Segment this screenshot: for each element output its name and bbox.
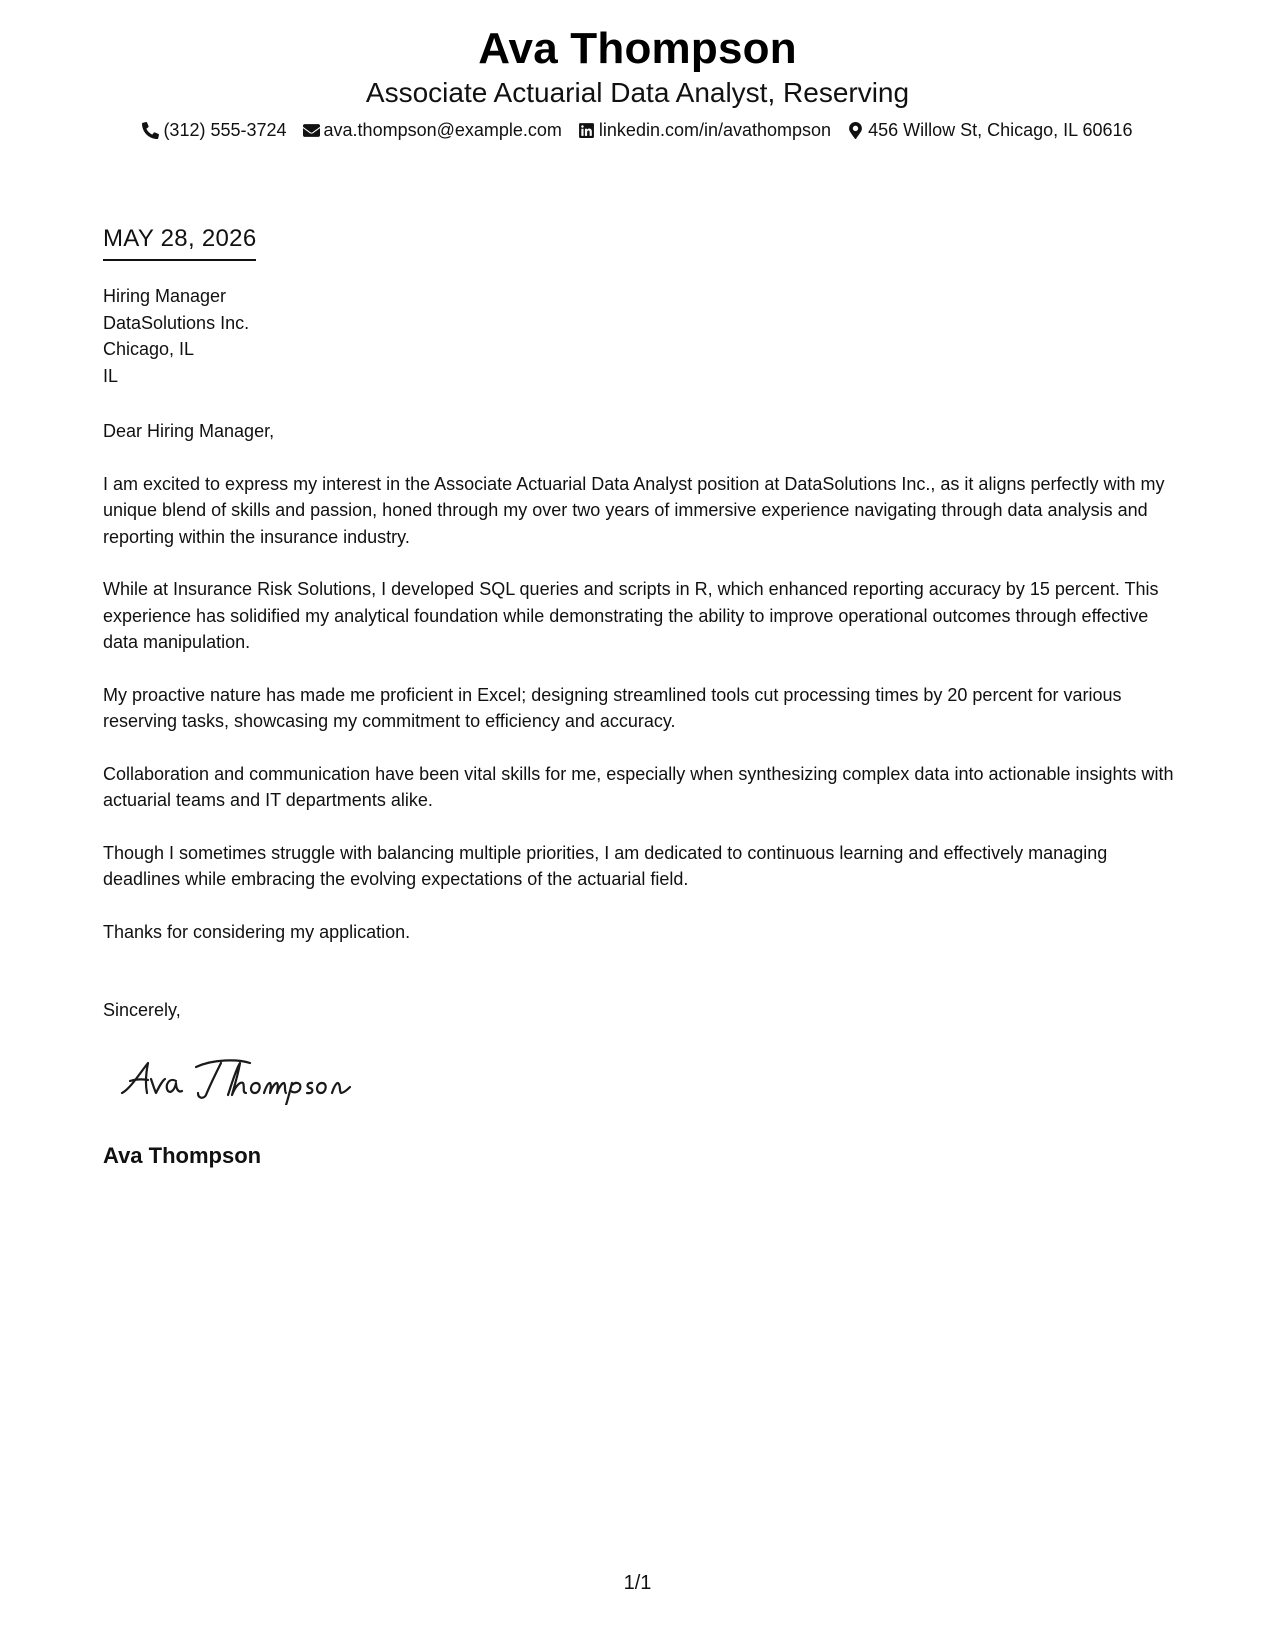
recipient-title: Hiring Manager — [103, 286, 227, 306]
contact-linkedin — [578, 118, 831, 142]
map-marker-icon — [847, 122, 864, 139]
linkedin-url: linkedin.com/in/avathompson — [598, 120, 832, 140]
email-address: ava.thompson@example.com — [323, 120, 562, 140]
body-paragraph: My proactive nature has made me proficient in Excel; designing streamlined tools cut processing times by 20 percent for various reserving tasks, showcasing my commitment to efficiency and accuracy. — [103, 684, 1122, 731]
signer-name: Ava Thompson — [103, 1143, 262, 1168]
phone-number: (312) 555-3724 — [163, 120, 287, 140]
recipient-block — [103, 283, 1183, 389]
contact-address — [847, 118, 1132, 142]
applicant-name: Ava Thompson — [478, 24, 797, 73]
body-paragraph: While at Insurance Risk Solutions, I developed SQL queries and scripts in R, which enhanced reporting accuracy by 15 percent. This experience has solidified my analytical foundation while demonstrating the ability to improve operational outcomes through effective data manipulation. — [103, 579, 1159, 652]
street-address: 456 Willow St, Chicago, IL 60616 — [868, 120, 1133, 140]
contact-info — [0, 118, 1275, 142]
contact-phone — [142, 118, 286, 142]
page-number: 1/1 — [623, 1572, 652, 1594]
body-paragraph: Collaboration and communication have been vital skills for me, especially when synthesizing complex data into actionable insights with actuarial teams and IT departments alike. — [103, 763, 1174, 810]
phone-icon — [142, 122, 159, 139]
linkedin-icon — [578, 122, 595, 139]
recipient-city: Chicago, IL — [103, 339, 195, 359]
contact-email — [303, 118, 562, 142]
greeting: Dear Hiring Manager, — [103, 421, 275, 441]
body-paragraph: I am excited to express my interest in the Associate Actuarial Data Analyst position at DataSolutions Inc., as it aligns perfectly with my unique blend of skills and passion, honed through my over two years of immersive experience navigating through data analysis and reporting within the insurance industry. — [103, 473, 1165, 547]
letter-date: MAY 28, 2026 — [103, 223, 256, 261]
letter-header — [0, 22, 1275, 142]
recipient-company: DataSolutions Inc. — [103, 312, 250, 333]
body-paragraph: Though I sometimes struggle with balancing multiple priorities, I am dedicated to continuous learning and effectively managing deadlines while embracing the evolving expectations of the actuarial field. — [103, 842, 1108, 889]
letter-body — [103, 283, 1183, 1024]
handwritten-signature — [118, 1055, 358, 1105]
applicant-job-title: Associate Actuarial Data Analyst, Reserving — [365, 77, 910, 108]
body-paragraph: Thanks for considering my application. — [103, 921, 411, 942]
envelope-icon — [303, 122, 320, 139]
recipient-state: IL — [103, 365, 119, 386]
closing: Sincerely, — [103, 1000, 181, 1020]
